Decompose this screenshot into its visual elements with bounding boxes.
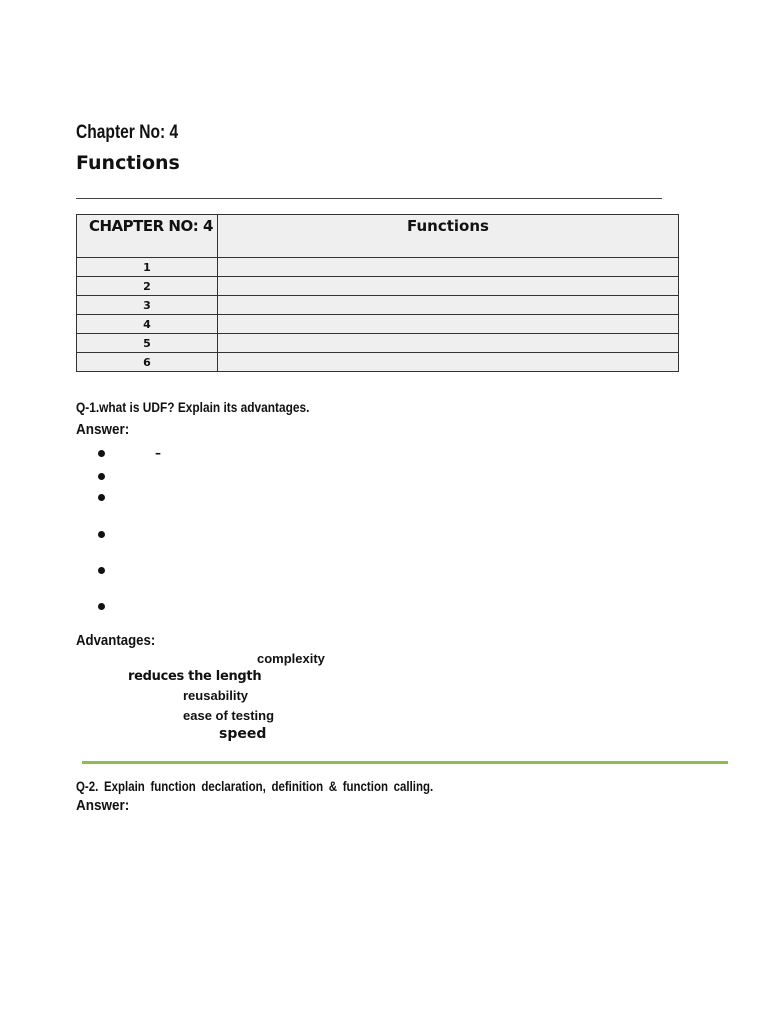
bullet-icon bbox=[98, 531, 105, 538]
table-row bbox=[77, 296, 679, 315]
row-content bbox=[218, 334, 679, 353]
table-row bbox=[77, 353, 679, 372]
question-1: Q-1.what is UDF? Explain its advantages. bbox=[76, 399, 310, 415]
row-number: 3 bbox=[77, 296, 218, 315]
table-row bbox=[77, 277, 679, 296]
table-row bbox=[77, 258, 679, 277]
advantage-item: reduces the length bbox=[128, 669, 262, 684]
section-divider bbox=[82, 761, 728, 764]
row-number: 5 bbox=[77, 334, 218, 353]
bullet-icon bbox=[98, 494, 105, 501]
bullet-icon bbox=[98, 603, 105, 610]
chapter-table bbox=[76, 214, 679, 372]
bullet-icon bbox=[98, 473, 105, 480]
dash-mark: – bbox=[155, 446, 161, 460]
page-title: Functions bbox=[76, 152, 180, 174]
row-content bbox=[218, 258, 679, 277]
bullet-icon bbox=[98, 450, 105, 457]
row-number: 2 bbox=[77, 277, 218, 296]
advantage-item: speed bbox=[219, 726, 267, 742]
advantage-item: ease of testing bbox=[183, 708, 275, 723]
advantage-item: reusability bbox=[183, 688, 249, 703]
row-number: 4 bbox=[77, 315, 218, 334]
table-header-chapter: CHAPTER NO: 4 bbox=[77, 215, 218, 258]
row-content bbox=[218, 277, 679, 296]
chapter-number: Chapter No: 4 bbox=[76, 122, 179, 143]
row-content bbox=[218, 315, 679, 334]
table-header-functions: Functions bbox=[218, 215, 679, 258]
row-number: 6 bbox=[77, 353, 218, 372]
table-header-row bbox=[77, 215, 679, 258]
advantage-item: complexity bbox=[257, 651, 325, 666]
table-row bbox=[77, 315, 679, 334]
table-row bbox=[77, 334, 679, 353]
advantages-heading: Advantages: bbox=[76, 632, 156, 649]
question-2: Q-2. Explain function declaration, definition & function calling. bbox=[76, 778, 434, 794]
row-content bbox=[218, 296, 679, 315]
row-number: 1 bbox=[77, 258, 218, 277]
title-underline bbox=[76, 198, 662, 199]
row-content bbox=[218, 353, 679, 372]
answer-label-2: Answer: bbox=[76, 797, 130, 814]
answer-label-1: Answer: bbox=[76, 421, 130, 438]
bullet-icon bbox=[98, 567, 105, 574]
